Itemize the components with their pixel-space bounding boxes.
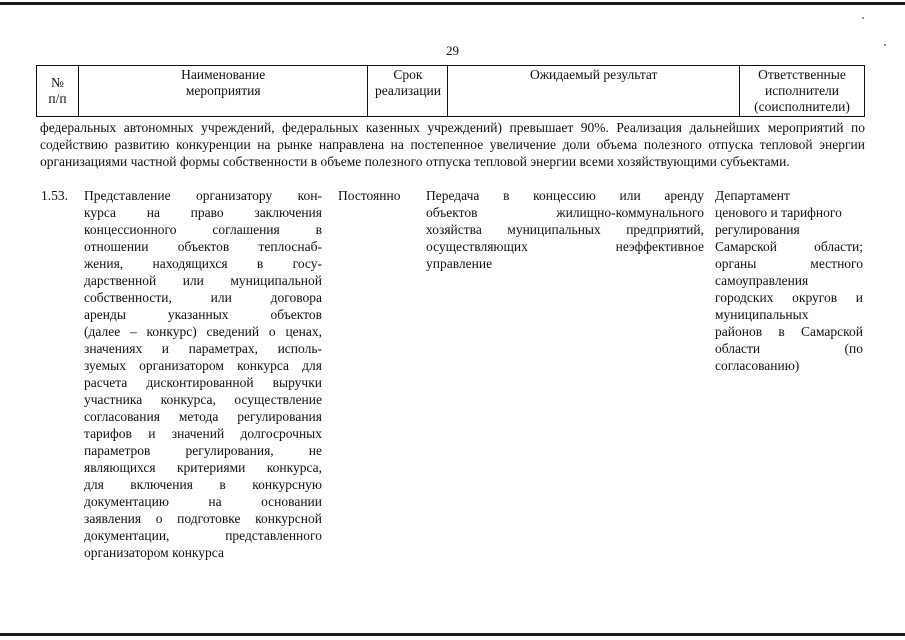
executor-line: регулирования	[715, 222, 800, 237]
row-number: 1.53.	[41, 188, 68, 203]
table-header	[36, 65, 865, 117]
executor-line: ценового и тарифного	[715, 205, 842, 220]
header-name: Наименование мероприятия	[78, 66, 368, 117]
executor-line: согласованию)	[715, 358, 800, 373]
executor-line: городских округов и	[715, 290, 863, 305]
activity-line: согласования метода регулирования	[84, 409, 322, 424]
activity-line: дарственной или муниципальной	[84, 273, 322, 288]
header-executors: Ответственные исполнители (соисполнители)	[740, 66, 865, 117]
activity-line: параметров регулирования, не	[84, 443, 322, 458]
activity-line: Представление организатору кон-	[84, 188, 322, 203]
activity-line: для включения в конкурсную	[84, 477, 322, 492]
activity-line: документацию на основании	[84, 494, 322, 509]
result-line: осуществляющих неэффективное	[426, 239, 704, 254]
executor-line: органы местного	[715, 256, 863, 271]
activity-line: организатором конкурса	[84, 545, 224, 560]
result-line: объектов жилищно-коммунального	[426, 205, 704, 220]
activity-line: курса на право заключения	[84, 205, 322, 220]
activity-line: значениях и параметрах, исполь-	[84, 341, 322, 356]
header-result: Ожидаемый результат	[448, 66, 740, 117]
activity-line: собственности, или договора	[84, 290, 322, 305]
activity-line: заявления о подготовке конкурсной	[84, 511, 322, 526]
row-activity-name	[84, 187, 322, 561]
activity-line: отношении объектов теплоснаб-	[84, 239, 322, 254]
row-term: Постоянно	[338, 188, 401, 203]
activity-line: зуемых организатором конкурса для	[84, 358, 322, 373]
top-border-line	[0, 2, 905, 5]
executor-line: Самарской области;	[715, 239, 863, 254]
activity-line: жения, находящихся в госу-	[84, 256, 322, 271]
result-line: хозяйства муниципальных предприятий,	[426, 222, 704, 237]
executor-line: области (по	[715, 341, 863, 356]
result-line: Передача в концессию или аренду	[426, 188, 704, 203]
executor-line: Департамент	[715, 188, 790, 203]
activity-line: тарифов и значений долгосрочных	[84, 426, 322, 441]
continuation-paragraph: федеральных автономных учреждений, федеральных казенных учреждений) превышает 90%. Реализация дальнейших мероприятий по содействию развитию конкуренции на рынке направлена на постепенное увеличение доли объема полезного отпуска тепловой энергии организациями частной формы собственности в объеме полезного отпуска тепловой энергии всеми хозяйствующими субъектами.	[40, 120, 865, 169]
activity-line: участника конкурса, осуществление	[84, 392, 322, 407]
activity-line: аренды указанных объектов	[84, 307, 322, 322]
activity-line: расчета дисконтированной выручки	[84, 375, 322, 390]
header-number: № п/п	[37, 66, 79, 117]
activity-line: документации, представленного	[84, 528, 322, 543]
header-term: Срок реализации	[368, 66, 448, 117]
bottom-border-line	[0, 633, 905, 636]
row-expected-result	[426, 187, 704, 272]
result-line: управление	[426, 256, 493, 271]
activity-line: концессионного соглашения в	[84, 222, 322, 237]
executor-line: муниципальных	[715, 307, 809, 322]
activity-line: (далее – конкурс) сведений о ценах,	[84, 324, 322, 339]
executor-line: самоуправления	[715, 273, 809, 288]
activity-line: являющихся критериями конкурса,	[84, 460, 322, 475]
row-executors	[715, 187, 863, 374]
page-number: 29	[446, 43, 459, 58]
executor-line: районов в Самарской	[715, 324, 863, 339]
scan-speck	[862, 17, 864, 19]
